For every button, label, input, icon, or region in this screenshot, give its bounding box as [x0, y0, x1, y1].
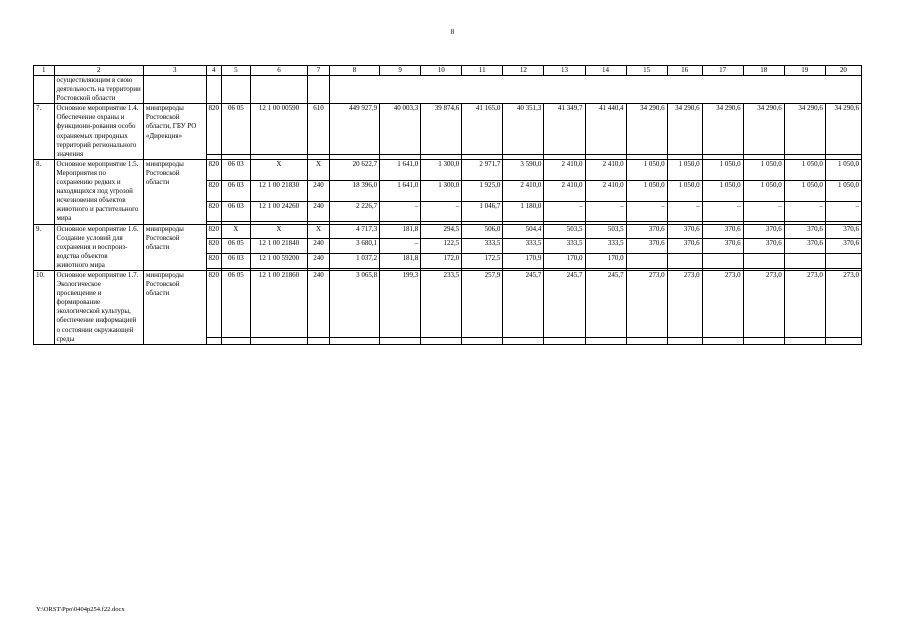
amount-cell: –: [380, 201, 421, 222]
amount-cell: 1 050,0: [784, 159, 825, 180]
amount-cell: 245,7: [585, 270, 626, 337]
amount-cell: 370,6: [702, 224, 743, 239]
amount-cell: 370,6: [743, 239, 784, 254]
filler-cell: [221, 338, 250, 345]
amount-cell: 3 590,0: [503, 159, 544, 180]
amount-cell: 1 046,7: [462, 201, 503, 222]
filler-cell: [702, 338, 743, 345]
amount-cell: 172,5: [462, 254, 503, 269]
executor-cell: минприроды Ростовской области: [143, 224, 206, 270]
amount-cell: 1 641,0: [380, 159, 421, 180]
column-header: 6: [250, 66, 308, 76]
budget-code-cell: 06 03: [221, 201, 250, 222]
amount-cell: 273,0: [825, 270, 861, 337]
amount-cell: 4 717,3: [329, 224, 379, 239]
amount-cell: [743, 254, 784, 269]
event-name-cell: Основное мероприятие 1.4. Обеспечение охраны и функциони-рования особо охраняемых природных территорий регионального значения: [54, 104, 143, 160]
amount-cell: 1 180,0: [503, 201, 544, 222]
column-header: 4: [206, 66, 221, 76]
amount-cell: –: [702, 201, 743, 222]
amount-cell: 294,5: [421, 224, 462, 239]
amount-cell: 1 050,0: [626, 159, 667, 180]
amount-cell: 370,6: [825, 239, 861, 254]
column-header: 13: [544, 66, 585, 76]
budget-code-cell: 12 1 00 21830: [250, 180, 308, 201]
column-header: 5: [221, 66, 250, 76]
amount-cell: 41 349,7: [544, 104, 585, 155]
amount-cell: 245,7: [503, 270, 544, 337]
amount-cell: 273,0: [743, 270, 784, 337]
row-number-cell: 7.: [34, 104, 55, 160]
amount-cell: [667, 254, 702, 269]
amount-cell: 1 050,0: [825, 180, 861, 201]
budget-code-cell: Х: [221, 224, 250, 239]
amount-cell: 2 410,0: [544, 159, 585, 180]
footer-file-path: Y:\ORST\Ppo\0404p254.f22.docx: [36, 606, 125, 613]
budget-code-cell: 12 1 00 59200: [250, 254, 308, 269]
budget-code-cell: 06 03: [221, 159, 250, 180]
amount-cell: 122,5: [421, 239, 462, 254]
executor-cell: минприроды Ростовской области: [143, 270, 206, 344]
amount-cell: –: [784, 201, 825, 222]
column-header: 1: [34, 66, 55, 76]
budget-code-cell: 610: [308, 104, 330, 155]
amount-cell: –: [421, 201, 462, 222]
budget-code-cell: Х: [308, 224, 330, 239]
filler-cell: [308, 338, 330, 345]
amount-cell: –: [544, 201, 585, 222]
column-header: 18: [743, 66, 784, 76]
amount-cell: 40 351,3: [503, 104, 544, 155]
amount-cell: 333,5: [585, 239, 626, 254]
executor-cell: [143, 76, 206, 104]
amount-cell: –: [825, 201, 861, 222]
column-header: 15: [626, 66, 667, 76]
amount-cell: 172,0: [421, 254, 462, 269]
event-name-cell: осуществляющим в свою деятельность на территории Ростовской области: [54, 76, 143, 104]
budget-code-cell: 12 1 00 21840: [250, 239, 308, 254]
event-name-cell: Основное мероприятие 1.7. Экологическое просвещение и формирование экологической культуры, обеспечение информацией о состоянии окружающей среды: [54, 270, 143, 344]
amount-cell: 34 290,6: [743, 104, 784, 155]
table-row: [34, 224, 862, 239]
page-number: 8: [450, 28, 455, 36]
budget-code-cell: Х: [308, 159, 330, 180]
column-number-header: [34, 66, 862, 76]
filler-cell: [784, 338, 825, 345]
amount-cell: 40 003,3: [380, 104, 421, 155]
amount-cell: 257,9: [462, 270, 503, 337]
filler-cell: [585, 338, 626, 345]
column-header: 17: [702, 66, 743, 76]
amount-cell: 1 050,0: [743, 159, 784, 180]
amount-cell: 20 622,7: [329, 159, 379, 180]
budget-code-cell: 820: [206, 254, 221, 269]
budget-code-cell: 820: [206, 201, 221, 222]
amount-cell: 370,6: [667, 224, 702, 239]
table-row: [34, 270, 862, 337]
filler-cell: [743, 338, 784, 345]
amount-cell: 34 290,6: [667, 104, 702, 155]
amount-cell: 2 410,0: [503, 180, 544, 201]
budget-code-cell: 820: [206, 239, 221, 254]
budget-code-cell: 12 1 00 21860: [250, 270, 308, 337]
amount-cell: 333,5: [462, 239, 503, 254]
executor-cell: минприроды Ростовской области: [143, 159, 206, 224]
amount-cell: 2 971,7: [462, 159, 503, 180]
budget-code-cell: 06 03: [221, 254, 250, 269]
amount-cell: –: [626, 201, 667, 222]
values-empty-cell: [329, 76, 861, 104]
budget-code-cell: 240: [308, 201, 330, 222]
amount-cell: 370,6: [667, 239, 702, 254]
amount-cell: 181,8: [380, 224, 421, 239]
amount-cell: 2 410,0: [544, 180, 585, 201]
amount-cell: 34 290,6: [626, 104, 667, 155]
amount-cell: [702, 254, 743, 269]
amount-cell: 370,6: [626, 224, 667, 239]
column-header: 16: [667, 66, 702, 76]
amount-cell: 1 050,0: [667, 159, 702, 180]
amount-cell: 504,4: [503, 224, 544, 239]
budget-code-cell: 820: [206, 159, 221, 180]
filler-cell: [503, 338, 544, 345]
amount-cell: 1 037,2: [329, 254, 379, 269]
amount-cell: 41 165,0: [462, 104, 503, 155]
amount-cell: 3 680,1: [329, 239, 379, 254]
budget-code-cell: Х: [250, 159, 308, 180]
amount-cell: 370,6: [702, 239, 743, 254]
executor-cell: минприроды Ростовской области, ГБУ РО «Дирекция»: [143, 104, 206, 160]
code-cell: [250, 76, 308, 104]
budget-code-cell: 820: [206, 224, 221, 239]
budget-code-cell: 820: [206, 104, 221, 155]
budget-code-cell: Х: [250, 224, 308, 239]
amount-cell: –: [667, 201, 702, 222]
amount-cell: 1 300,0: [421, 180, 462, 201]
amount-cell: 273,0: [667, 270, 702, 337]
continuation-row: [34, 76, 862, 104]
amount-cell: 199,3: [380, 270, 421, 337]
row-number-cell: 10.: [34, 270, 55, 344]
code-cell: [221, 76, 250, 104]
amount-cell: 1 050,0: [743, 180, 784, 201]
amount-cell: 1 300,0: [421, 159, 462, 180]
amount-cell: 370,6: [784, 239, 825, 254]
amount-cell: 273,0: [784, 270, 825, 337]
amount-cell: 2 410,0: [585, 159, 626, 180]
amount-cell: 170,9: [503, 254, 544, 269]
budget-code-cell: 820: [206, 180, 221, 201]
amount-cell: 449 927,9: [329, 104, 379, 155]
budget-code-cell: 12 1 00 00590: [250, 104, 308, 155]
column-header: 12: [503, 66, 544, 76]
amount-cell: 333,5: [544, 239, 585, 254]
row-number-cell: 9.: [34, 224, 55, 270]
filler-cell: [250, 338, 308, 345]
table-row: [34, 104, 862, 155]
amount-cell: 1 050,0: [626, 180, 667, 201]
column-header: 19: [784, 66, 825, 76]
amount-cell: 1 050,0: [784, 180, 825, 201]
event-name-cell: Основное мероприятие 1.6. Создание условий для сохранения и воспроиз-водства объектов животного мира: [54, 224, 143, 270]
amount-cell: 170,0: [544, 254, 585, 269]
column-header: 2: [54, 66, 143, 76]
amount-cell: –: [585, 201, 626, 222]
filler-cell: [462, 338, 503, 345]
amount-cell: 273,0: [626, 270, 667, 337]
amount-cell: 273,0: [702, 270, 743, 337]
amount-cell: 3 065,8: [329, 270, 379, 337]
budget-code-cell: 240: [308, 180, 330, 201]
budget-code-cell: 240: [308, 270, 330, 337]
amount-cell: 2 410,0: [585, 180, 626, 201]
amount-cell: 503,5: [544, 224, 585, 239]
amount-cell: [626, 254, 667, 269]
budget-code-cell: 06 05: [221, 270, 250, 337]
row-number-cell: 8.: [34, 159, 55, 224]
amount-cell: 333,5: [503, 239, 544, 254]
amount-cell: 34 290,6: [825, 104, 861, 155]
column-header: 8: [329, 66, 379, 76]
table-row: [34, 159, 862, 180]
budget-table: [33, 65, 862, 345]
amount-cell: 503,5: [585, 224, 626, 239]
amount-cell: –: [743, 201, 784, 222]
filler-cell: [421, 338, 462, 345]
amount-cell: 1 925,0: [462, 180, 503, 201]
column-header: 7: [308, 66, 330, 76]
budget-code-cell: 06 03: [221, 180, 250, 201]
amount-cell: [825, 254, 861, 269]
budget-code-cell: 06 05: [221, 239, 250, 254]
amount-cell: 1 050,0: [825, 159, 861, 180]
filler-cell: [380, 338, 421, 345]
amount-cell: 181,8: [380, 254, 421, 269]
code-cell: [308, 76, 330, 104]
row-number-cell: [34, 76, 55, 104]
budget-code-cell: 240: [308, 239, 330, 254]
amount-cell: 18 396,0: [329, 180, 379, 201]
column-header: 9: [380, 66, 421, 76]
event-name-cell: Основное мероприятие 1.5. Мероприятия по сохранению редких и находящихся под угрозой исчезновения объектов животного и растительного мира: [54, 159, 143, 224]
amount-cell: 370,6: [743, 224, 784, 239]
amount-cell: 233,5: [421, 270, 462, 337]
budget-code-cell: 06 05: [221, 104, 250, 155]
amount-cell: 1 050,0: [667, 180, 702, 201]
filler-cell: [626, 338, 667, 345]
filler-cell: [206, 338, 221, 345]
amount-cell: 506,0: [462, 224, 503, 239]
amount-cell: 41 440,4: [585, 104, 626, 155]
amount-cell: 170,0: [585, 254, 626, 269]
amount-cell: 1 050,0: [702, 180, 743, 201]
amount-cell: 2 226,7: [329, 201, 379, 222]
filler-cell: [329, 338, 379, 345]
amount-cell: 370,6: [825, 224, 861, 239]
amount-cell: 370,6: [784, 224, 825, 239]
amount-cell: –: [380, 239, 421, 254]
amount-cell: 34 290,6: [702, 104, 743, 155]
column-header: 3: [143, 66, 206, 76]
amount-cell: 370,6: [626, 239, 667, 254]
column-header: 14: [585, 66, 626, 76]
column-header: 20: [825, 66, 861, 76]
amount-cell: 1 641,0: [380, 180, 421, 201]
budget-code-cell: 820: [206, 270, 221, 337]
amount-cell: 39 874,6: [421, 104, 462, 155]
amount-cell: 1 050,0: [702, 159, 743, 180]
amount-cell: [784, 254, 825, 269]
column-header: 10: [421, 66, 462, 76]
budget-code-cell: 240: [308, 254, 330, 269]
code-cell: [206, 76, 221, 104]
column-header: 11: [462, 66, 503, 76]
amount-cell: 245,7: [544, 270, 585, 337]
budget-code-cell: 12 1 00 24260: [250, 201, 308, 222]
filler-cell: [544, 338, 585, 345]
filler-cell: [825, 338, 861, 345]
amount-cell: 34 290,6: [784, 104, 825, 155]
filler-cell: [667, 338, 702, 345]
